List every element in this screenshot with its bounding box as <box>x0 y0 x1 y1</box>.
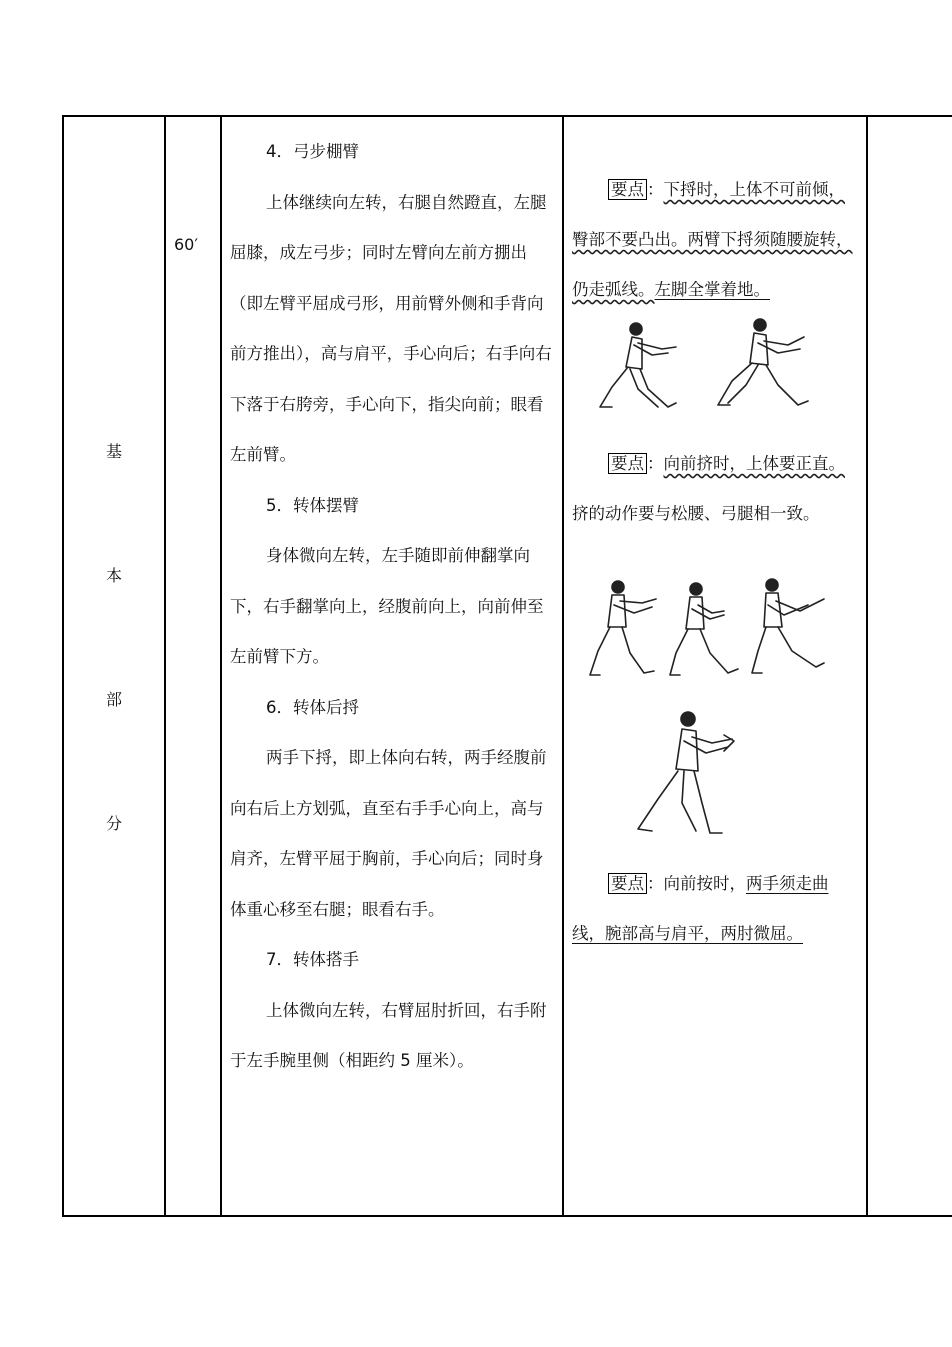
key-point-wavy: 向前挤时，上体要正直。 <box>663 454 845 473</box>
step-text: 两手下捋，即上体向右转，两手经腹前向右后上方划弧，直至右手手心向上，高与肩齐，左臂平屈于胸前，手心向后；同时身体重心移至右腿；眼看右手。 <box>230 748 547 919</box>
step-heading: 6．转体后捋 <box>266 697 359 717</box>
key-point-label: 要点 <box>608 873 647 894</box>
press-sequence-illustration <box>572 575 842 695</box>
step-text: 上体微向左转，右臂屈肘折回，右手附于左手腕里侧（相距约 5 厘米）。 <box>230 1000 547 1070</box>
duration-cell <box>165 116 221 1216</box>
step-heading: 4．弓步棚臂 <box>266 142 359 161</box>
press-posture-illustration <box>612 703 772 853</box>
key-point-label: 要点 <box>608 453 647 474</box>
remarks-cell <box>867 116 952 1216</box>
step-heading: 5．转体摆臂 <box>266 495 359 515</box>
section-char: 分 <box>105 814 122 833</box>
key-point-text: 挤的动作要与松腰、弓腿相一致。 <box>572 504 820 523</box>
duration: 60′ <box>174 235 198 254</box>
key-point-label: 要点 <box>608 179 647 200</box>
key-point-underline: 左脚全掌着地。 <box>654 280 770 299</box>
section-label-cell <box>63 116 165 1216</box>
section-char: 本 <box>105 566 122 585</box>
ward-off-figures-illustration <box>572 315 842 425</box>
key-point-underline: 两手须走曲线，腕部高与肩平，两肘微屈。 <box>572 874 829 943</box>
step-heading: 7．转体搭手 <box>266 950 359 969</box>
section-char: 部 <box>105 690 122 709</box>
key-points-cell <box>563 116 867 1216</box>
content-cell <box>221 116 563 1216</box>
step-text: 身体微向左转，左手随即前伸翻掌向下，右手翻掌向上，经腹前向上，向前伸至左前臂下方。 <box>230 546 544 666</box>
key-point: 要点 ：向前按时，两手须走曲线，腕部高与肩平，两肘微屈。 <box>572 874 829 943</box>
section-char: 基 <box>105 442 122 461</box>
lesson-plan-table <box>62 115 913 1217</box>
key-point-wavy: 下捋时，上体不可前倾，臀部不要凸出。两臂下捋须随腰旋转，仍走弧线。 <box>572 180 853 299</box>
key-point: 要点 ：向前挤时，上体要正直。挤的动作要与松腰、弓腿相一致。 <box>572 454 845 523</box>
key-point-text: 向前按时， <box>663 874 746 893</box>
step-text: 上体继续向左转，右腿自然蹬直，左腿屈膝，成左弓步；同时左臂向左前方掤出（即左臂平屈成弓形，用前臂外侧和手背向前方推出），高与肩平，手心向后；右手向右下落于右胯旁，手心向下，指尖向前；眼看左前臂。 <box>230 192 552 464</box>
key-point: 要点 ：下捋时，上体不可前倾，臀部不要凸出。两臂下捋须随腰旋转，仍走弧线。左脚全掌着地。 <box>572 180 853 299</box>
